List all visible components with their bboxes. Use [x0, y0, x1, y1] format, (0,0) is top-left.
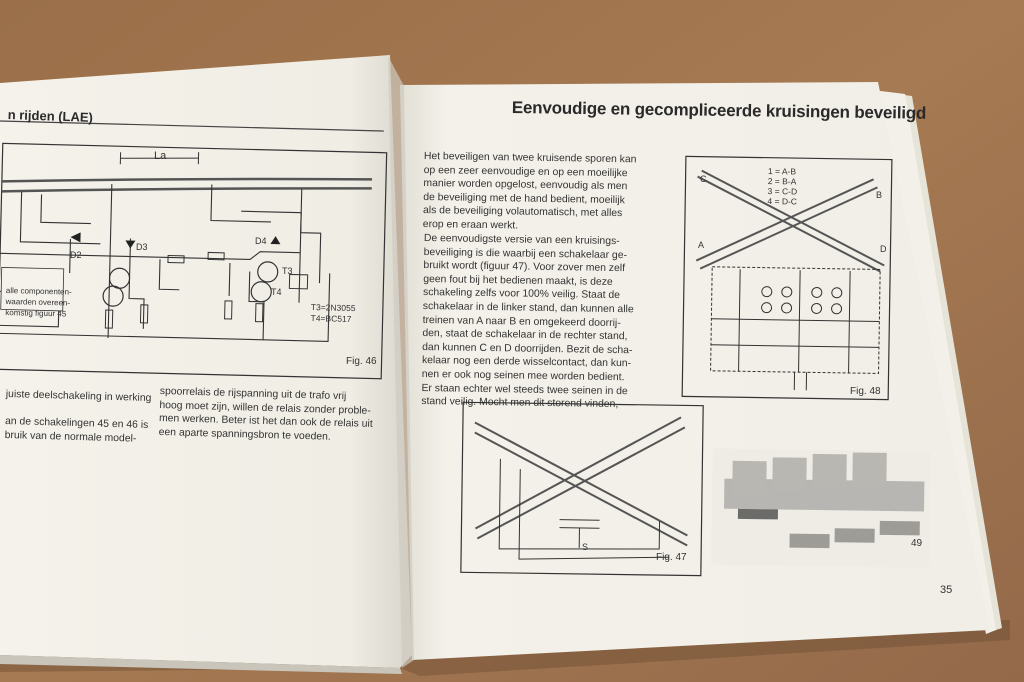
fig46-transistor: T4=BC517: [310, 312, 352, 324]
fig46-label-d2: D2: [70, 250, 82, 260]
fig48-track-c: C: [700, 174, 707, 184]
fig46-note-line: alle componenten-: [5, 285, 72, 297]
fig46-note: [5, 285, 72, 320]
fig48-legend-item: 3 = C-D: [767, 185, 798, 197]
page-title: Eenvoudige en gecompliceerde kruisingen beveiligd: [511, 98, 927, 123]
fig46-note-line: waarden overeen-: [5, 296, 71, 308]
fig48-legend-item: 1 = A-B: [767, 166, 797, 177]
fig46-transistor-list: [310, 302, 355, 325]
fig46-note-line: komstig figuur 45: [5, 307, 67, 319]
fig48-legend-item: 2 = B-A: [767, 175, 797, 187]
fig46-label-t4: T4: [271, 287, 282, 297]
fig48-legend: [767, 166, 797, 206]
fig46-label-d4: D4: [255, 236, 267, 246]
fig46-label-d3: D3: [136, 242, 148, 252]
left-running-head: n rijden (LAE): [7, 107, 94, 125]
fig48-track-b: B: [876, 190, 883, 200]
fig48-track-d: D: [880, 244, 887, 254]
fig46-label-t3: T3: [282, 266, 293, 276]
fig47-caption: Fig. 47: [656, 552, 687, 563]
page-number: 35: [940, 584, 953, 596]
right-paragraph-1: Het beveiligen van twee kruisende sporen kan op een zeer eenvoudige en op een moeilijke manier worden opgelost, eenvoudig als men de beveiliging met de hand bedient, moeilijk als de beveiliging volautomatisch, met alles erop en eraan werkt.: [422, 150, 637, 232]
fig46-label-la: La: [154, 150, 167, 162]
right-paragraph-2: De eenvoudigste versie van een kruisings- beveiliging is die waarbij een schakelaar ge- bruikt wordt (figuur 47). Voor zover men zelf geen fout bij het bedienen maakt, is deze schakeling zelfs voor 100% veilig. Staat de schakelaar in de linker stand, dan kunnen alle treinen van A naar B en omgekeerd doorrij- den, staat de schakelaar in de rechter stand, dan kunnen C en D doorrijden. Bezit de scha- kelaar nog een derde wisselcontact, dan kun- nen er ook nog seinen mee worden bedient. Er staan echter wel steeds twee seinen in de stand veilig. Mocht men dit storend vinden,: [421, 232, 634, 411]
left-column-1: juiste deelschakeling in werking an de schakelingen 45 en 46 is bruik van de normale model-: [4, 388, 152, 445]
fig46-transistor: T3=2N3055: [310, 302, 356, 314]
left-column-2: spoorrelais de rijspanning uit de trafo vrij hoog moet zijn, willen de relais zonder proble- men werken. Beter ist het dan ook de relais uit een aparte spanningsbron te voeden.: [158, 385, 373, 443]
fig49-caption: 49: [911, 538, 923, 549]
fig48-track-a: A: [698, 240, 705, 250]
fig47-switch-label: S: [582, 542, 589, 552]
figure-49-photo: [711, 448, 931, 567]
fig48-legend-item: 4 = D-C: [767, 195, 798, 207]
fig46-caption: Fig. 46: [346, 356, 377, 367]
fig48-caption: Fig. 48: [850, 386, 881, 397]
